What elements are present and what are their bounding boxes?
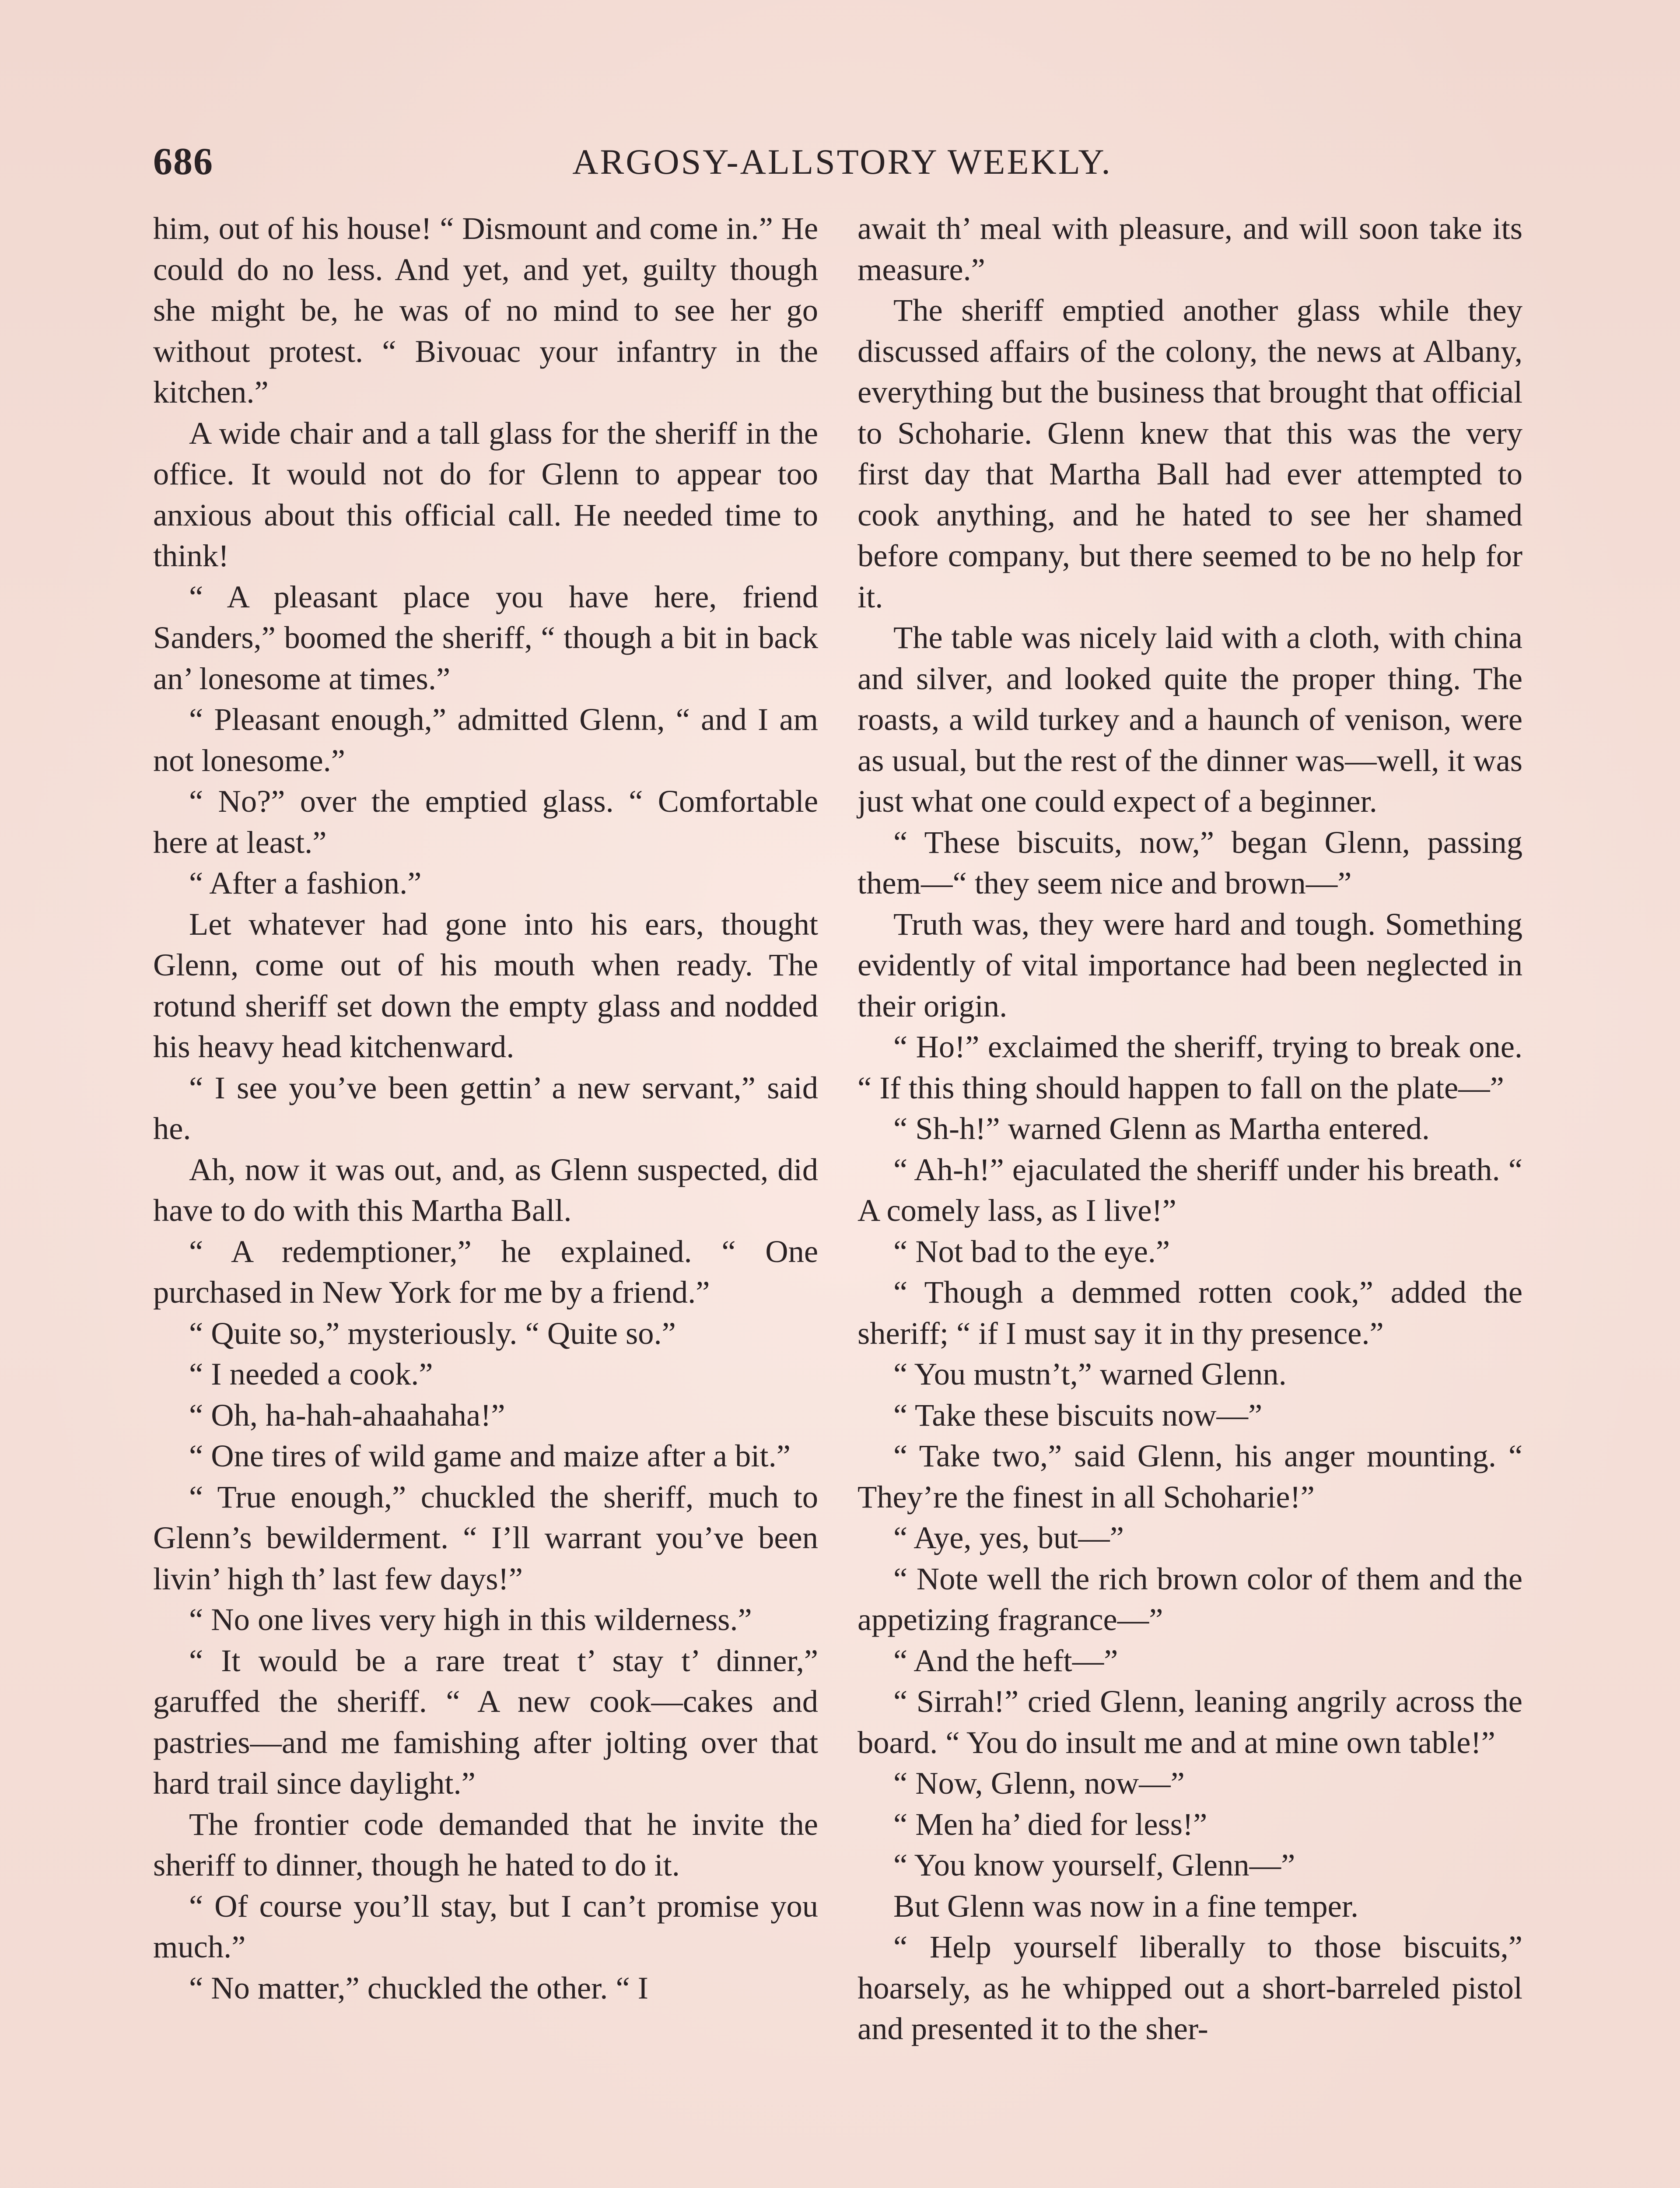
paragraph: “ No?” over the emptied glass. “ Comfortable here at least.”	[153, 783, 818, 860]
paragraph: “ And the heft—”	[893, 1642, 1118, 1678]
paragraph: “ I needed a cook.”	[189, 1356, 433, 1392]
left-column	[153, 208, 818, 2008]
paragraph: “ Now, Glenn, now—”	[893, 1765, 1185, 1801]
paragraph: “ Note well the rich brown color of them and the appetizing fragrance—”	[858, 1560, 1522, 1637]
paragraph: await th’ meal with pleasure, and will soon take its measure.”	[858, 210, 1522, 287]
paragraph: “ Oh, ha-hah-ahaahaha!”	[189, 1397, 505, 1433]
page-number: 686	[153, 140, 214, 183]
paragraph: “ Though a demmed rotten cook,” added the sheriff; “ if I must say it in thy presence.”	[858, 1274, 1522, 1351]
paragraph: “ A pleasant place you have here, friend Sanders,” boomed the sheriff, “ though a bit in back an’ lonesome at times.”	[153, 579, 818, 696]
right-column	[858, 208, 1522, 2049]
paragraph: The table was nicely laid with a cloth, with china and silver, and looked quite the proper thing. The roasts, a wild turkey and a haunch of venison, were as usual, but the rest of the dinner was—well, it was just what one could expect of a beginner.	[858, 620, 1522, 819]
paragraph: “ Ah-h!” ejaculated the sheriff under his breath. “ A comely lass, as I live!”	[858, 1151, 1522, 1228]
paragraph: “ Ho!” exclaimed the sheriff, trying to break one. “ If this thing should happen to fall on the plate—”	[858, 1029, 1522, 1105]
paragraph: “ Take two,” said Glenn, his anger mounting. “ They’re the finest in all Schoharie!”	[858, 1438, 1522, 1515]
paragraph: Let whatever had gone into his ears, thought Glenn, come out of his mouth when ready. The rotund sheriff set down the empty glass and nodded his heavy head kitchenward.	[153, 906, 818, 1064]
paragraph: “ You mustn’t,” warned Glenn.	[893, 1356, 1287, 1392]
paragraph: “ These biscuits, now,” began Glenn, passing them—“ they seem nice and brown—”	[858, 824, 1522, 901]
paragraph: “ No matter,” chuckled the other. “ I	[189, 1970, 648, 2006]
paragraph: “ Help yourself liberally to those biscuits,” hoarsely, as he whipped out a short-barreled pistol and presented it to the sher-	[858, 1929, 1522, 2046]
paragraph: The sheriff emptied another glass while they discussed affairs of the colony, the news at Albany, everything but the business that brought that official to Schoharie. Glenn knew that this was the very first day that Martha Ball had ever attempted to cook anything, and he hated to see her shamed before company, but there seemed to be no help for it.	[858, 292, 1522, 614]
paragraph: Ah, now it was out, and, as Glenn suspected, did have to do with this Martha Ball.	[153, 1151, 818, 1228]
paragraph: “ After a fashion.”	[189, 865, 422, 901]
paragraph: But Glenn was now in a fine temper.	[893, 1888, 1359, 1924]
paragraph: “ No one lives very high in this wilderness.”	[189, 1602, 752, 1637]
paragraph: “ Take these biscuits now—”	[893, 1397, 1263, 1433]
paragraph: “ You know yourself, Glenn—”	[893, 1847, 1295, 1883]
page-header	[153, 131, 1531, 193]
paragraph: “ Not bad to the eye.”	[893, 1233, 1170, 1269]
paragraph: “ Sh-h!” warned Glenn as Martha entered.	[893, 1111, 1430, 1146]
running-head: ARGOSY-ALLSTORY WEEKLY.	[572, 142, 1112, 182]
paragraph: “ One tires of wild game and maize after a bit.”	[189, 1438, 791, 1473]
paragraph: “ I see you’ve been gettin’ a new servant,” said he.	[153, 1069, 818, 1146]
paragraph: “ Men ha’ died for less!”	[893, 1806, 1208, 1842]
paragraph: Truth was, they were hard and tough. Something evidently of vital importance had been neglected in their origin.	[858, 906, 1522, 1024]
paragraph: A wide chair and a tall glass for the sheriff in the office. It would not do for Glenn to appear too anxious about this official call. He needed time to think!	[153, 415, 818, 573]
paragraph: “ Pleasant enough,” admitted Glenn, “ and I am not lonesome.”	[153, 701, 818, 778]
paragraph: “ It would be a rare treat t’ stay t’ dinner,” garuffed the sheriff. “ A new cook—cakes and pastries—and me famishing after jolting over that hard trail since daylight.”	[153, 1642, 818, 1801]
paragraph: “ Sirrah!” cried Glenn, leaning angrily across the board. “ You do insult me and at mine own table!”	[858, 1683, 1522, 1760]
paragraph: “ Quite so,” mysteriously. “ Quite so.”	[189, 1315, 676, 1351]
paragraph: “ Of course you’ll stay, but I can’t promise you much.”	[153, 1888, 818, 1964]
paragraph: him, out of his house! “ Dismount and come in.” He could do no less. And yet, and yet, guilty though she might be, he was of no mind to see her go without protest. “ Bivouac your infantry in the kitchen.”	[153, 210, 818, 410]
paragraph: “ A redemptioner,” he explained. “ One purchased in New York for me by a friend.”	[153, 1233, 818, 1310]
paragraph: “ True enough,” chuckled the sheriff, much to Glenn’s bewilderment. “ I’ll warrant you’ve been livin’ high th’ last few days!”	[153, 1479, 818, 1596]
paragraph: The frontier code demanded that he invite the sheriff to dinner, though he hated to do it.	[153, 1806, 818, 1883]
paragraph: “ Aye, yes, but—”	[893, 1520, 1124, 1555]
